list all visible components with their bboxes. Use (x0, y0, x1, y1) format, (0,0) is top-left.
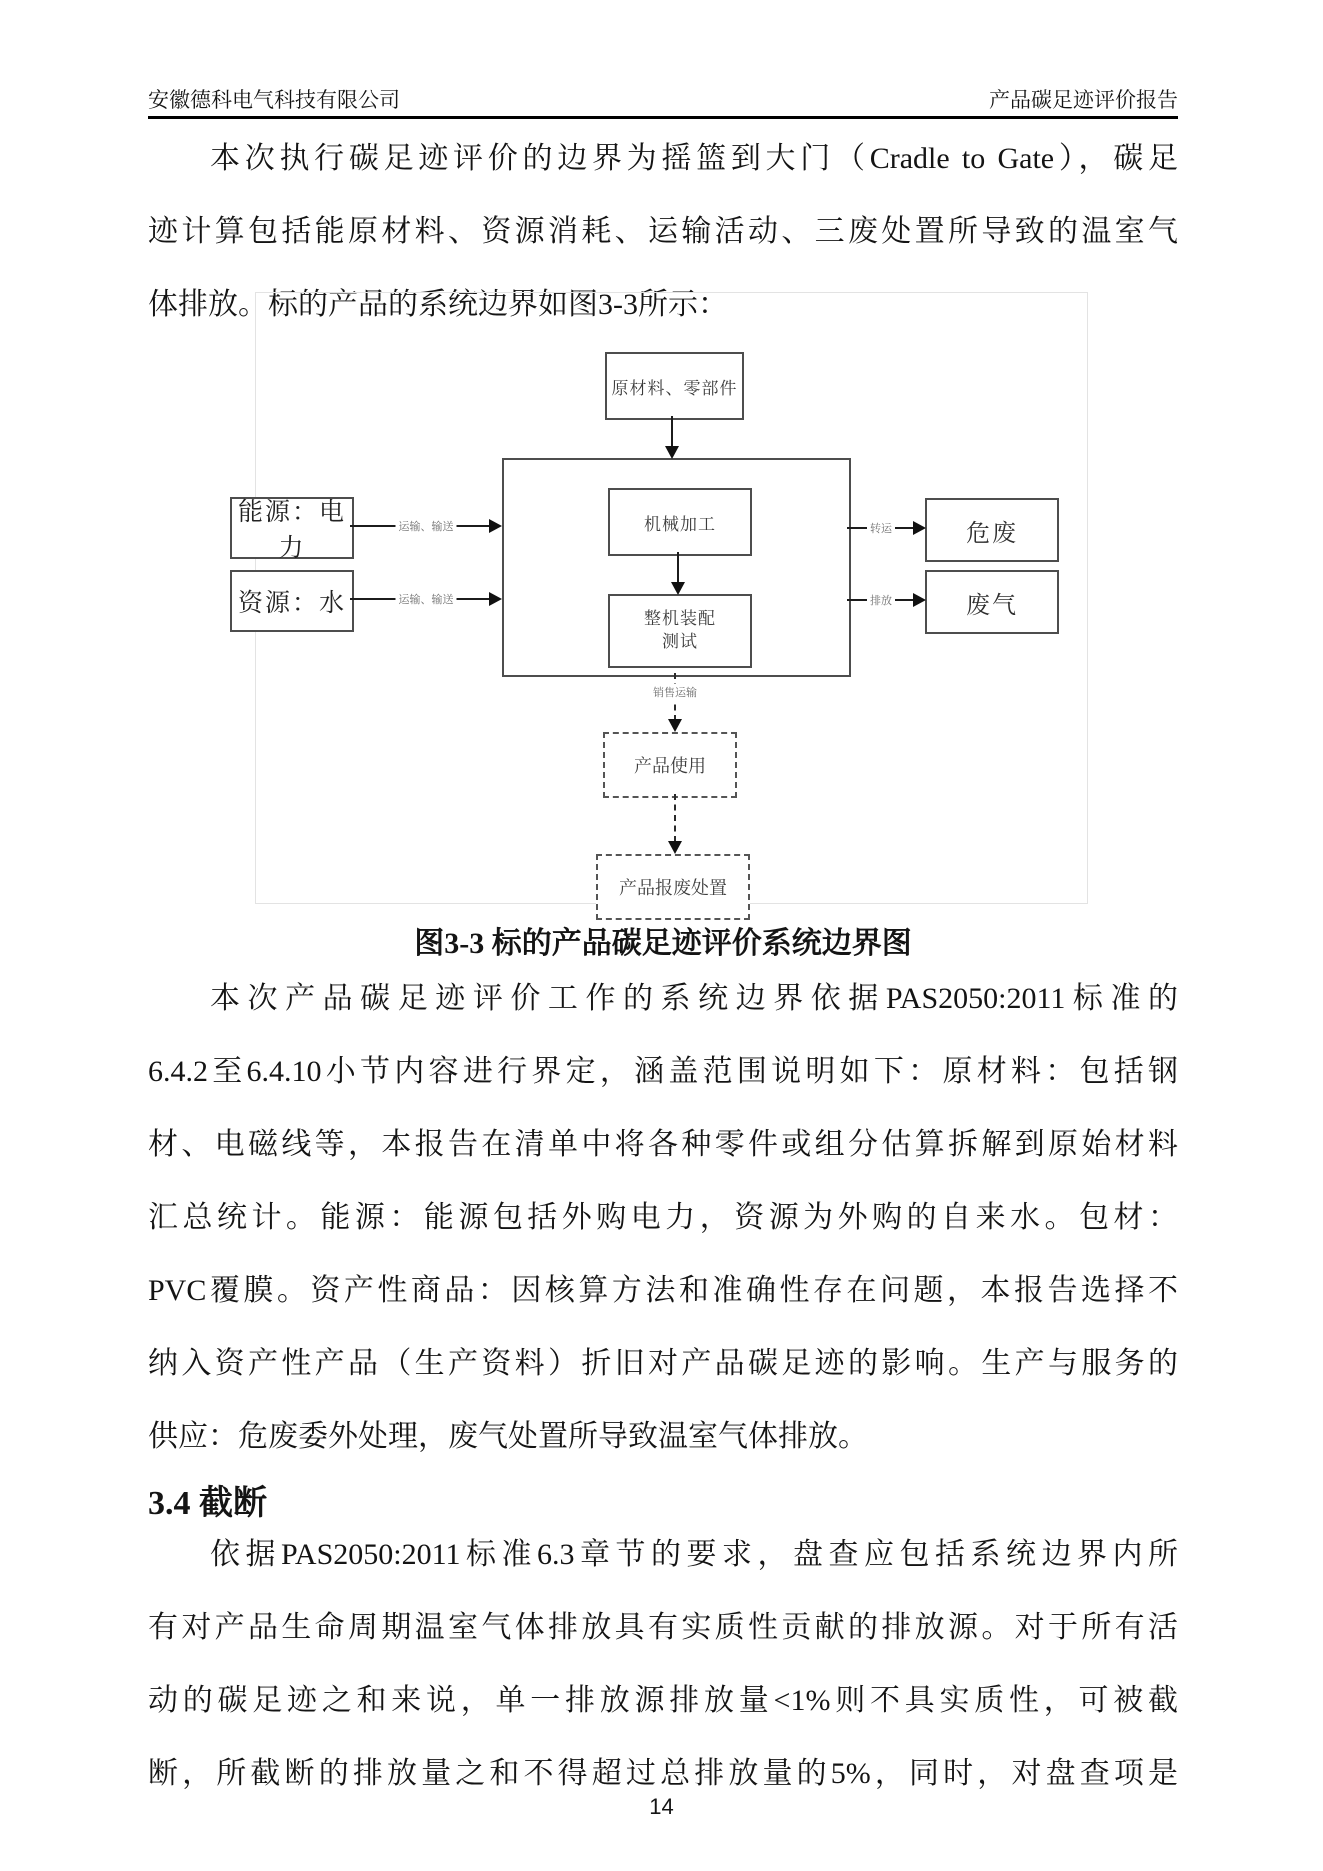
paragraph-line: 汇总统计。能源：能源包括外购电力，资源为外购的自来水。包材： (148, 1201, 1178, 1234)
header-report-title: 产品碳足迹评价报告 (989, 88, 1178, 112)
arrowhead-down-icon (665, 446, 679, 459)
emission-edge-label: 排放 (867, 592, 895, 608)
paragraph-3 (148, 1518, 1178, 1810)
assembly-test-line2: 测试 (662, 632, 698, 651)
arrowhead-down-icon (671, 582, 685, 595)
paragraph-2 (148, 962, 1178, 1473)
energy-electricity-box: 能源：电力 (230, 497, 354, 559)
header-rule (148, 116, 1178, 119)
section-heading: 3.4 截断 (148, 1485, 267, 1522)
paragraph-line: 供应：危废委外处理，废气处置所导致温室气体排放。 (148, 1420, 868, 1453)
assembly-test-line1: 整机装配 (644, 609, 716, 629)
assembly-test-box (608, 594, 752, 668)
paragraph-line: 材、电磁线等，本报告在清单中将各种零件或组分估算拆解到原始材料 (148, 1128, 1178, 1161)
product-use-box: 产品使用 (603, 732, 737, 798)
arrowhead-right-icon (913, 521, 926, 535)
paragraph-line: 断，所截断的排放量之和不得超过总排放量的5%，同时，对盘查项是 (148, 1757, 1178, 1790)
transport-edge-label: 运输、输送 (396, 518, 457, 534)
sales-transport-edge-label: 销售运输 (650, 684, 700, 700)
paragraph-line: 本次产品碳足迹评价工作的系统边界依据PAS2050:2011标准的 (210, 982, 1178, 1015)
machining-box: 机械加工 (608, 488, 752, 556)
paragraph-line: PVC覆膜。资产性商品：因核算方法和准确性存在问题，本报告选择不 (148, 1274, 1178, 1307)
arrow-raw-to-boundary (671, 416, 673, 448)
product-disposal-box: 产品报废处置 (596, 854, 750, 920)
arrowhead-right-icon (489, 519, 502, 533)
hazardous-waste-box: 危废 (925, 498, 1059, 562)
paragraph-line: 纳入资产性产品（生产资料）折旧对产品碳足迹的影响。生产与服务的 (148, 1347, 1178, 1380)
arrowhead-right-icon (489, 592, 502, 606)
header-company-name: 安徽德科电气科技有限公司 (148, 88, 400, 112)
paragraph-line: 本次执行碳足迹评价的边界为摇篮到大门（Cradle to Gate），碳足 (210, 142, 1178, 175)
arrowhead-right-icon (913, 593, 926, 607)
paragraph-line: 迹计算包括能原材料、资源消耗、运输活动、三废处置所导致的温室气 (148, 215, 1178, 248)
arrow-use-to-disposal (674, 794, 676, 842)
paragraph-line: 动的碳足迹之和来说，单一排放源排放量<1%则不具实质性，可被截 (148, 1684, 1178, 1717)
resource-water-box: 资源：水 (230, 570, 354, 632)
page-number: 14 (649, 1794, 674, 1819)
system-boundary-diagram (230, 292, 1090, 904)
paragraph-line: 6.4.2至6.4.10小节内容进行界定，涵盖范围说明如下：原材料：包括钢 (148, 1055, 1178, 1088)
arrowhead-down-icon (668, 841, 682, 854)
arrowhead-down-icon (668, 719, 682, 732)
transfer-edge-label: 转运 (867, 520, 895, 536)
transport-edge-label: 运输、输送 (396, 591, 457, 607)
figure-caption: 图3-3 标的产品碳足迹评价系统边界图 (414, 927, 912, 960)
paragraph-line: 有对产品生命周期温室气体排放具有实质性贡献的排放源。对于所有活 (148, 1611, 1178, 1644)
paragraph-line: 体排放。标的产品的系统边界如图3-3所示： (148, 288, 728, 321)
paragraph-line: 依据PAS2050:2011标准6.3章节的要求，盘查应包括系统边界内所 (210, 1538, 1178, 1571)
arrow-machining-to-assembly (677, 552, 679, 584)
raw-materials-box: 原材料、零部件 (605, 352, 744, 420)
waste-gas-box: 废气 (925, 570, 1059, 634)
